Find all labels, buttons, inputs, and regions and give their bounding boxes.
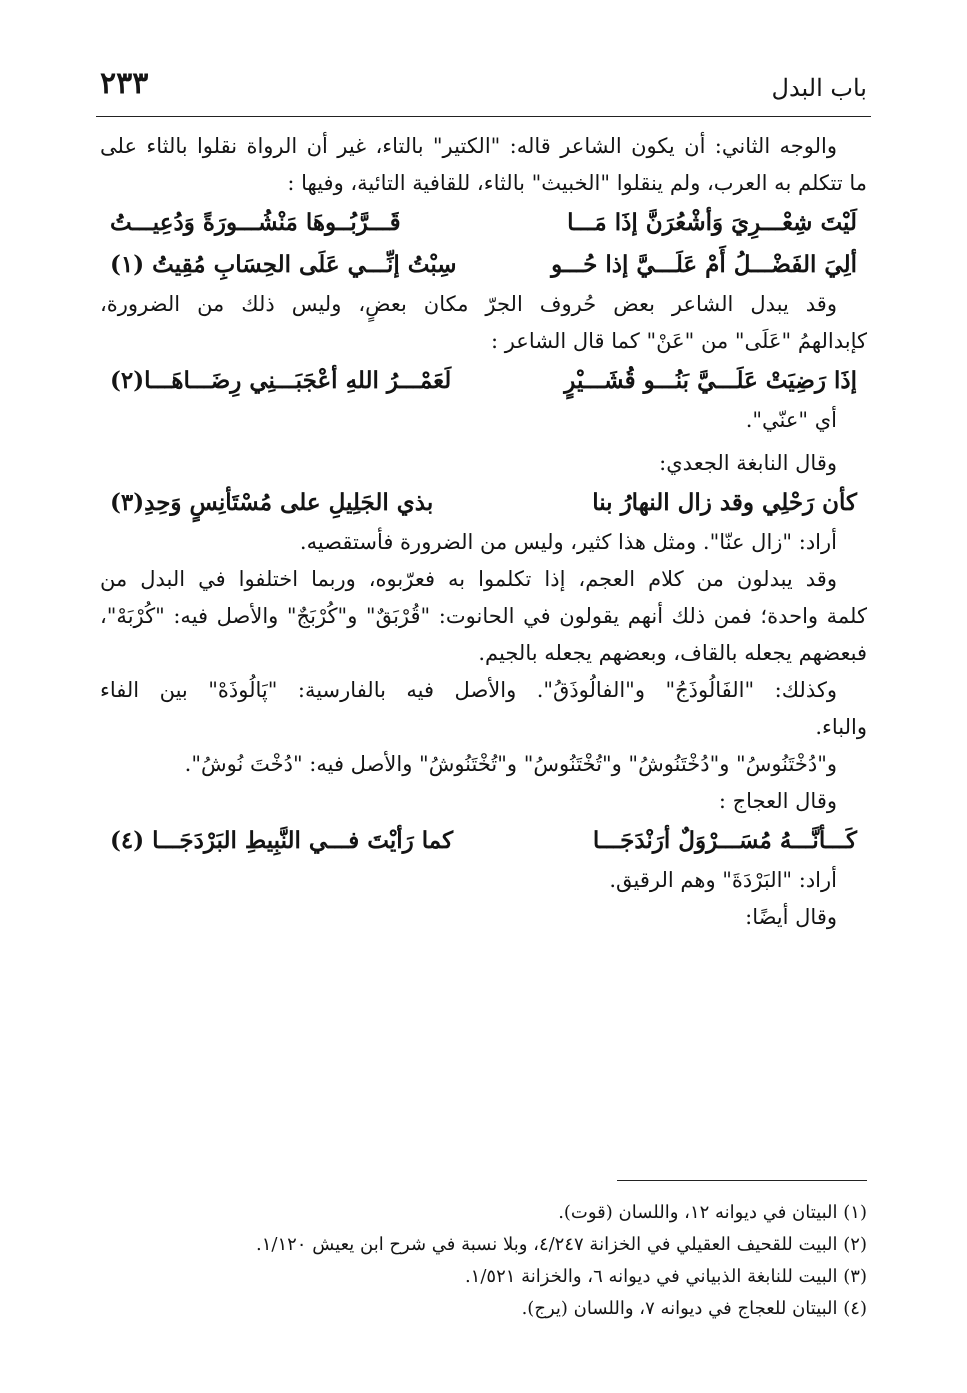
text-line: كإبدالهمُ "عَلَى" من "عَنْ" كما قال الشاعر :	[490, 329, 867, 353]
page-body	[100, 128, 867, 936]
verse-hemistich-first: كأن رَحْلِي وقد زال النهارُ بنا	[592, 489, 857, 516]
verse-hemistich-second: لَعَمْـــرُ اللهِ أعْجَبَـــنِي رِضَـــاهَـــا(٢)	[110, 367, 452, 394]
page-number: ٢٣٣	[100, 66, 149, 101]
page-header	[100, 66, 867, 110]
footnote: (١) البيتان في ديوانه ١٢، واللسان (قوت).	[558, 1202, 867, 1223]
text-line: و"دُخْتَنُوسُ" و"دُخْتَنُوشُ" و"تُخْتَنُوسُ" و"تُخْتَنُوشُ" والأصل فيه: "دُخْتَ نُوشُ".	[184, 752, 837, 776]
footnote: (٤) البيتان للعجاج في ديوانه ٧، واللسان (يرج).	[521, 1298, 867, 1319]
footnotes	[100, 1180, 867, 1325]
verse-hemistich-second: كما رَأيْتَ فـــي النَّبِيطِ البَرْدَجَـــا (٤)	[110, 827, 454, 854]
verse-hemistich-first: لَيْتَ شِعْـــرِيَ وَأشْعُرَنَّ إذَا مَـــا	[567, 209, 857, 236]
verse-line	[100, 202, 867, 244]
verse-line	[100, 820, 867, 862]
verse-line	[100, 244, 867, 286]
verse-line	[100, 482, 867, 524]
verse-hemistich-first: كَـــأنَّـــهُ مُسَـــرْوَلٌ أرَنْدَجَـــا	[592, 827, 857, 854]
text-line: وقد يبدل الشاعر بعض حُروف الجرّ مكان بعضٍ، وليس ذلك من الضرورة،	[100, 292, 837, 316]
verse-hemistich-first: ألِيَ الفَضْـــلُ أَمْ عَلَـــيَّ إذا حُـــو	[551, 251, 857, 278]
text-line: والباء.	[815, 715, 867, 739]
verse-hemistich-first: إذَا رَضِيَتْ عَلَـــيَّ بَنُـــو قُشَـــيْرٍ	[564, 367, 857, 394]
text-line: فبعضهم يجعله بالقاف، وبعضهم يجعله بالجيم.	[478, 641, 867, 665]
footnote-rule	[617, 1180, 867, 1181]
verse-hemistich-second: سِبْتُ إنِّـــي عَلَى الحِسَابِ مُقِيتُ (١)	[110, 251, 457, 278]
text-line: والوجه الثاني: أن يكون الشاعر قاله: "الكتير" بالتاء، غير أن الرواة نقلوا بالثاء على	[100, 134, 837, 158]
text-line: أراد: "البَرْدَةَ" وهم الرقيق.	[609, 868, 837, 892]
text-line: وكذلك: "الفَالُوذَجُ" و"الفالُوذَقُ". والأصل فيه بالفارسية: "پَالُوذَهْ" بين الفاء	[100, 678, 837, 702]
footnote: (٣) البيت للنابغة الذبياني في ديوانه ٦، والخزانة ١/٥٢١.	[464, 1266, 867, 1287]
text-line: أي "عنّي".	[745, 408, 837, 432]
text-line: وقال النابغة الجعدي:	[659, 451, 837, 475]
header-rule	[96, 116, 871, 117]
verse-hemistich-second: قَـــرَّبُــوهَا مَنْشُـــورَةً وَدُعِيـــتُ	[110, 209, 401, 236]
verse-line	[100, 360, 867, 402]
verse-hemistich-second: بذي الجَلِيلِ على مُسْتَأنِسٍ وَحِدِ(٣)	[110, 489, 434, 516]
text-line: وقال العجاج :	[718, 789, 837, 813]
text-line: ما تتكلم به العرب، ولم ينقلوا "الخبيث" بالثاء، للقافية التائية، وفيها :	[287, 171, 867, 195]
footnote: (٢) البيت للقحيف العقيلي في الخزانة ٤/٢٤٧، وبلا نسبة في شرح ابن يعيش ١/١٢٠.	[255, 1234, 867, 1255]
text-line: وقد يبدلون من كلام العجم، إذا تكلموا به فعرّبوه، وربما اختلفوا في البدل من	[100, 567, 837, 591]
text-line: وقال أيضًا:	[745, 905, 837, 929]
text-line: كلمة واحدة؛ فمن ذلك أنهم يقولون في الحانوت: "قُرْبَقٌ" و"كُرْبَجٌ" والأصل فيه: "كُرْبَهْ"،	[100, 604, 867, 628]
text-line: أراد: "زال عنّا". ومثل هذا كثير، وليس من الضرورة فأستقصيه.	[299, 530, 837, 554]
chapter-title: باب البدل	[771, 74, 867, 102]
